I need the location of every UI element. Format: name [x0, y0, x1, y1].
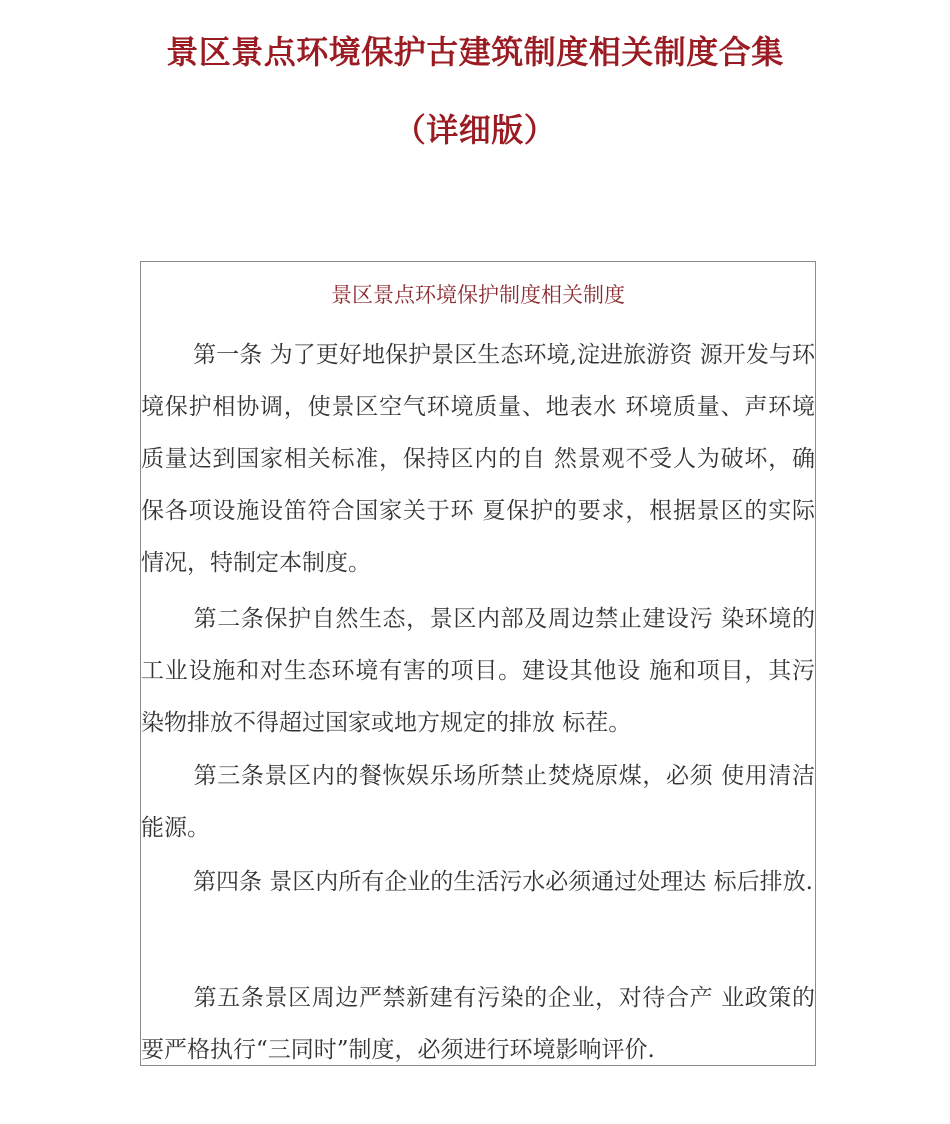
article-2-text: 第二条保护自然生态，景区内部及周边禁止建设污 染环境的工业设施和对生态环境有害的项目。建设其他设 施和项目，其污染物排放不得超过国家或地方规定的排放 标茬。	[141, 606, 815, 736]
article-2	[141, 593, 815, 749]
article-1-text: 第一条 为了更好地保护景区生态环境,淀进旅游资 源开发与环境保护相协调，使景区空气环境质量、地表水 环境质量、声环境质量达到国家相关标准，保持区内的自 然景观不受人为破坏，确保各项设施设笛符合国家关于环 夏保护的要求，根据景区的实际情况，特制定本制度。	[141, 342, 815, 576]
article-4-text: 第四条 景区内所有企业的生活污水必须通过处理达 标后排放.	[193, 869, 813, 895]
document-title: 景区景点环境保护古建筑制度相关制度合集	[166, 33, 784, 71]
article-1	[141, 329, 815, 589]
article-5	[141, 972, 815, 1066]
article-3	[141, 750, 815, 854]
article-5-text: 第五条景区周边严禁新建有污染的企业，对待合产 业政策的要严格执行“三同时”制度，必须进行环境影响评价.	[141, 985, 815, 1063]
article-3-text: 第三条景区内的餐恢娱乐场所禁止焚烧原煤，必须 使用清洁能源。	[141, 763, 815, 841]
section-title: 景区景点环境保护制度相关制度	[331, 283, 625, 307]
document-subtitle: （详细版）	[393, 111, 557, 149]
article-4	[141, 856, 815, 908]
regulation-box	[140, 261, 816, 1066]
